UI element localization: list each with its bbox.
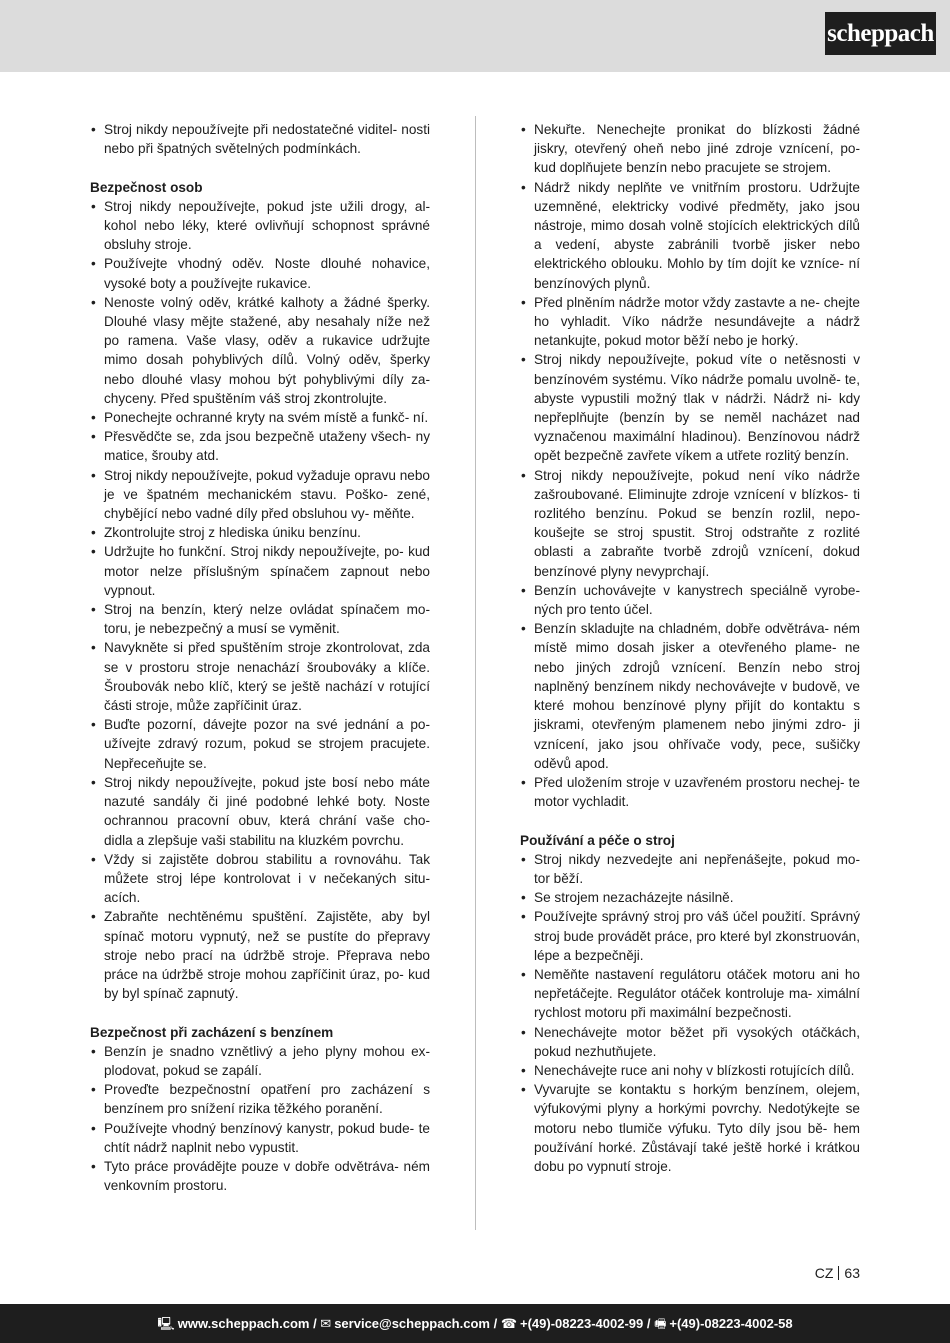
list-item: • Používejte vhodný benzínový kanystr, pokud bude- te chtít nádrž naplnit nebo vypustit. <box>90 1119 430 1157</box>
fax-icon: 🖷 <box>654 1316 667 1331</box>
list-item: • Proveďte bezpečnostní opatření pro zacházení s benzínem pro snížení rizika těžkého poranění. <box>90 1080 430 1118</box>
list-item: • Nenechávejte ruce ani nohy v blízkosti rotujících dílů. <box>520 1061 860 1080</box>
right-column <box>520 120 860 1176</box>
list-item: • Přesvědčte se, zda jsou bezpečně utaženy všech- ny matice, šrouby atd. <box>90 427 430 465</box>
list-item: • Navykněte si před spuštěním stroje zkontrolovat, zda se v prostoru stroje nenachází šroubováky a klíče. Šroubovák nebo klíč, který se ještě nachází v rotující části stroje, může zapříčinit úraz. <box>90 638 430 715</box>
bullet-list <box>90 197 430 1004</box>
list-item: • Vždy si zajistěte dobrou stabilitu a rovnováhu. Tak můžete stroj lépe kontrolovat i v nečekaných situ- acích. <box>90 850 430 908</box>
list-item: • Před uložením stroje v uzavřeném prostoru nechej- te motor vychladit. <box>520 773 860 811</box>
list-item: • Před plněním nádrže motor vždy zastavte a ne- chejte ho vyhladit. Víko nádrže nesundávejte a nádrž netankujte, pokud motor běží nebo je horký. <box>520 293 860 351</box>
list-item: • Benzín skladujte na chladném, dobře odvětráva- ném místě mimo dosah jisker a otevřeného plame- ne nebo jiných zdrojů vznícení. Benzín nebo stroj naplněný benzínem nikdy nechovávejte v budově, ve které mohou benzínové plyny přijít do kontaktu s jiskrami, otevřeným plamenem nebo jinými zdro- ji vznícení, jako jsou ohřívače vody, pece, sušičky oděvů apod. <box>520 619 860 773</box>
footer-separator: / <box>309 1316 321 1331</box>
page-number-value: 63 <box>844 1265 860 1281</box>
list-item: • Zkontrolujte stroj z hlediska úniku benzínu. <box>90 523 430 542</box>
footer-website-link[interactable]: www.scheppach.com <box>177 1316 310 1331</box>
list-item: • Udržujte ho funkční. Stroj nikdy nepoužívejte, po- kud motor nelze příslušným spínačem zapnout nebo vypnout. <box>90 542 430 600</box>
section-heading-use-and-care: Používání a péče o stroj <box>520 832 675 848</box>
list-item: • Zabraňte nechtěnému spuštění. Zajistěte, aby byl spínač motoru vypnutý, než se pustíte do přepravy stroje nebo prací na údržbě stroje. Přeprava nebo práce na údržbě stroje mohou zapříčinit úraz, po- kud by byl spínač zapnutý. <box>90 907 430 1003</box>
list-item: • Nekuřte. Nenechejte pronikat do blízkosti žádné jiskry, otevřený oheň nebo jiné zdroje vznícení, po- kud doplňujete benzín nebo pracujete se strojem. <box>520 120 860 178</box>
section-heading-fuel-safety: Bezpečnost při zacházení s benzínem <box>90 1024 334 1040</box>
list-item: • Stroj nikdy nepoužívejte, pokud jste užili drogy, al- kohol nebo léky, které ovlivňují schopnost správné obsluhy stroje. <box>90 197 430 255</box>
page-number <box>815 1265 860 1281</box>
list-item: • Stroj nikdy nepoužívejte, pokud jste bosí nebo máte nazuté sandály či jiné podobné lehké boty. Noste ochrannou pracovní obuv, která chrání vaše cho- didla a zlepšuje vaši stabilitu na kluzkém povrchu. <box>90 773 430 850</box>
column-divider <box>475 116 476 1230</box>
bullet-list <box>90 1042 430 1196</box>
language-code: CZ <box>814 1265 834 1281</box>
list-item: • Neměňte nastavení regulátoru otáček motoru ani ho nepřetáčejte. Regulátor otáček kontroluje ma- ximální rychlost motoru při maximální bezpečnosti. <box>520 965 860 1023</box>
phone-icon: ☎ <box>500 1316 518 1331</box>
list-item: • Používejte vhodný oděv. Noste dlouhé nohavice, vysoké boty a používejte rukavice. <box>90 254 430 292</box>
bullet-list <box>520 850 860 1176</box>
footer-separator: / <box>643 1316 655 1331</box>
list-item: • Používejte správný stroj pro váš účel použití. Správný stroj bude provádět práce, pro které byl zkonstruován, lépe a bezpečněji. <box>520 907 860 965</box>
list-item: • Stroj nikdy nepoužívejte, pokud víte o netěsnosti v benzínovém systému. Víko nádrže pomalu uvolně- te, abyste vypustili možný tlak v nádrži. Nádrž ni- kdy nepřeplňujte (benzín by se neměl nacházet nad vyznačenou maximální hladinou). Benzínovou nádrž opět bezpečně zavřete víkem a utřete rozlitý benzín. <box>520 350 860 465</box>
list-item: • Nádrž nikdy neplňte ve vnitřním prostoru. Udržujte uzemněné, elektricky vodivé předměty, jako jsou nástroje, mimo dosah volně stojících elektrických dílů a vedení, abyste zabránili tvorbě jisker nebo elektrického oblouku. Mohlo by tím dojít ke vzníce- ní benzínových plynů. <box>520 178 860 293</box>
mail-icon: ✉ <box>320 1316 332 1331</box>
list-item: • Benzín je snadno vznětlivý a jeho plyny mohou ex- plodovat, pokud se zapálí. <box>90 1042 430 1080</box>
header-band <box>0 0 950 72</box>
list-item: • Stroj nikdy nepoužívejte při nedostatečné viditel- nosti nebo při špatných světelných podmínkách. <box>90 120 430 158</box>
bullet-list <box>90 120 430 158</box>
list-item: • Tyto práce provádějte pouze v dobře odvětráva- ném venkovním prostoru. <box>90 1157 430 1195</box>
monitor-icon: 🖳 <box>157 1316 175 1331</box>
list-item: • Nenechávejte motor běžet při vysokých otáčkách, pokud nezhutňujete. <box>520 1023 860 1061</box>
footer-email-link[interactable]: service@scheppach.com <box>334 1316 490 1331</box>
bullet-list <box>520 120 860 811</box>
left-column <box>90 120 430 1195</box>
footer-phone[interactable]: +(49)-08223-4002-99 <box>520 1316 644 1331</box>
footer-fax: +(49)-08223-4002-58 <box>669 1316 793 1331</box>
list-item: • Stroj nikdy nepoužívejte, pokud není víko nádrže zašroubované. Eliminujte zdroje vznícení v blízkos- ti rozlitého benzínu. Pokud se benzín rozlil, nepo- koušejte se stroj spustit. Stroj odstraňte z rozlité oblasti a zabraňte tvorbě zdrojů vznícení, dokud benzínové plyny nevyprchají. <box>520 466 860 581</box>
section-heading-personal-safety: Bezpečnost osob <box>90 179 203 195</box>
list-item: • Buďte pozorní, dávejte pozor na své jednání a po- užívejte zdravý rozum, pokud se strojem pracujete. Nepřeceňujte se. <box>90 715 430 773</box>
list-item: • Ponechejte ochranné kryty na svém místě a funkč- ní. <box>90 408 430 427</box>
list-item: • Stroj na benzín, který nelze ovládat spínačem mo- toru, je nebezpečný a musí se vyměnit. <box>90 600 430 638</box>
list-item: • Stroj nikdy nezvedejte ani nepřenášejte, pokud mo- tor běží. <box>520 850 860 888</box>
scheppach-logo: scheppach <box>825 12 936 55</box>
list-item: • Benzín uchovávejte v kanystrech speciálně vyrobe- ných pro tento účel. <box>520 581 860 619</box>
list-item: • Vyvarujte se kontaktu s horkým benzínem, olejem, výfukovými plyny a horkými povrchy. Nedotýkejte se motoru nebo tlumiče výfuku. Tyto díly jsou bě- hem používání horké. Zůstávají také ještě horké i krátkou dobu po vypnutí stroje. <box>520 1080 860 1176</box>
footer-bar <box>0 1304 950 1343</box>
page-number-separator <box>838 1266 839 1280</box>
footer-separator: / <box>489 1316 501 1331</box>
list-item: • Se strojem nezacházejte násilně. <box>520 888 860 907</box>
list-item: • Nenoste volný oděv, krátké kalhoty a žádné šperky. Dlouhé vlasy mějte stažené, aby nesahaly níže než po ramena. Vaše vlasy, oděv a rukavice udržujte mimo dosah pohyblivých dílů. Volný oděv, šperky nebo dlouhé vlasy mohou být pohyblivými díly za- chyceny. Před spuštěním váš stroj zkontrolujte. <box>90 293 430 408</box>
list-item: • Stroj nikdy nepoužívejte, pokud vyžaduje opravu nebo je ve špatném mechanickém stavu. Poško- zené, chybějící nebo vadné díly před obsluhou vy- měňte. <box>90 466 430 524</box>
